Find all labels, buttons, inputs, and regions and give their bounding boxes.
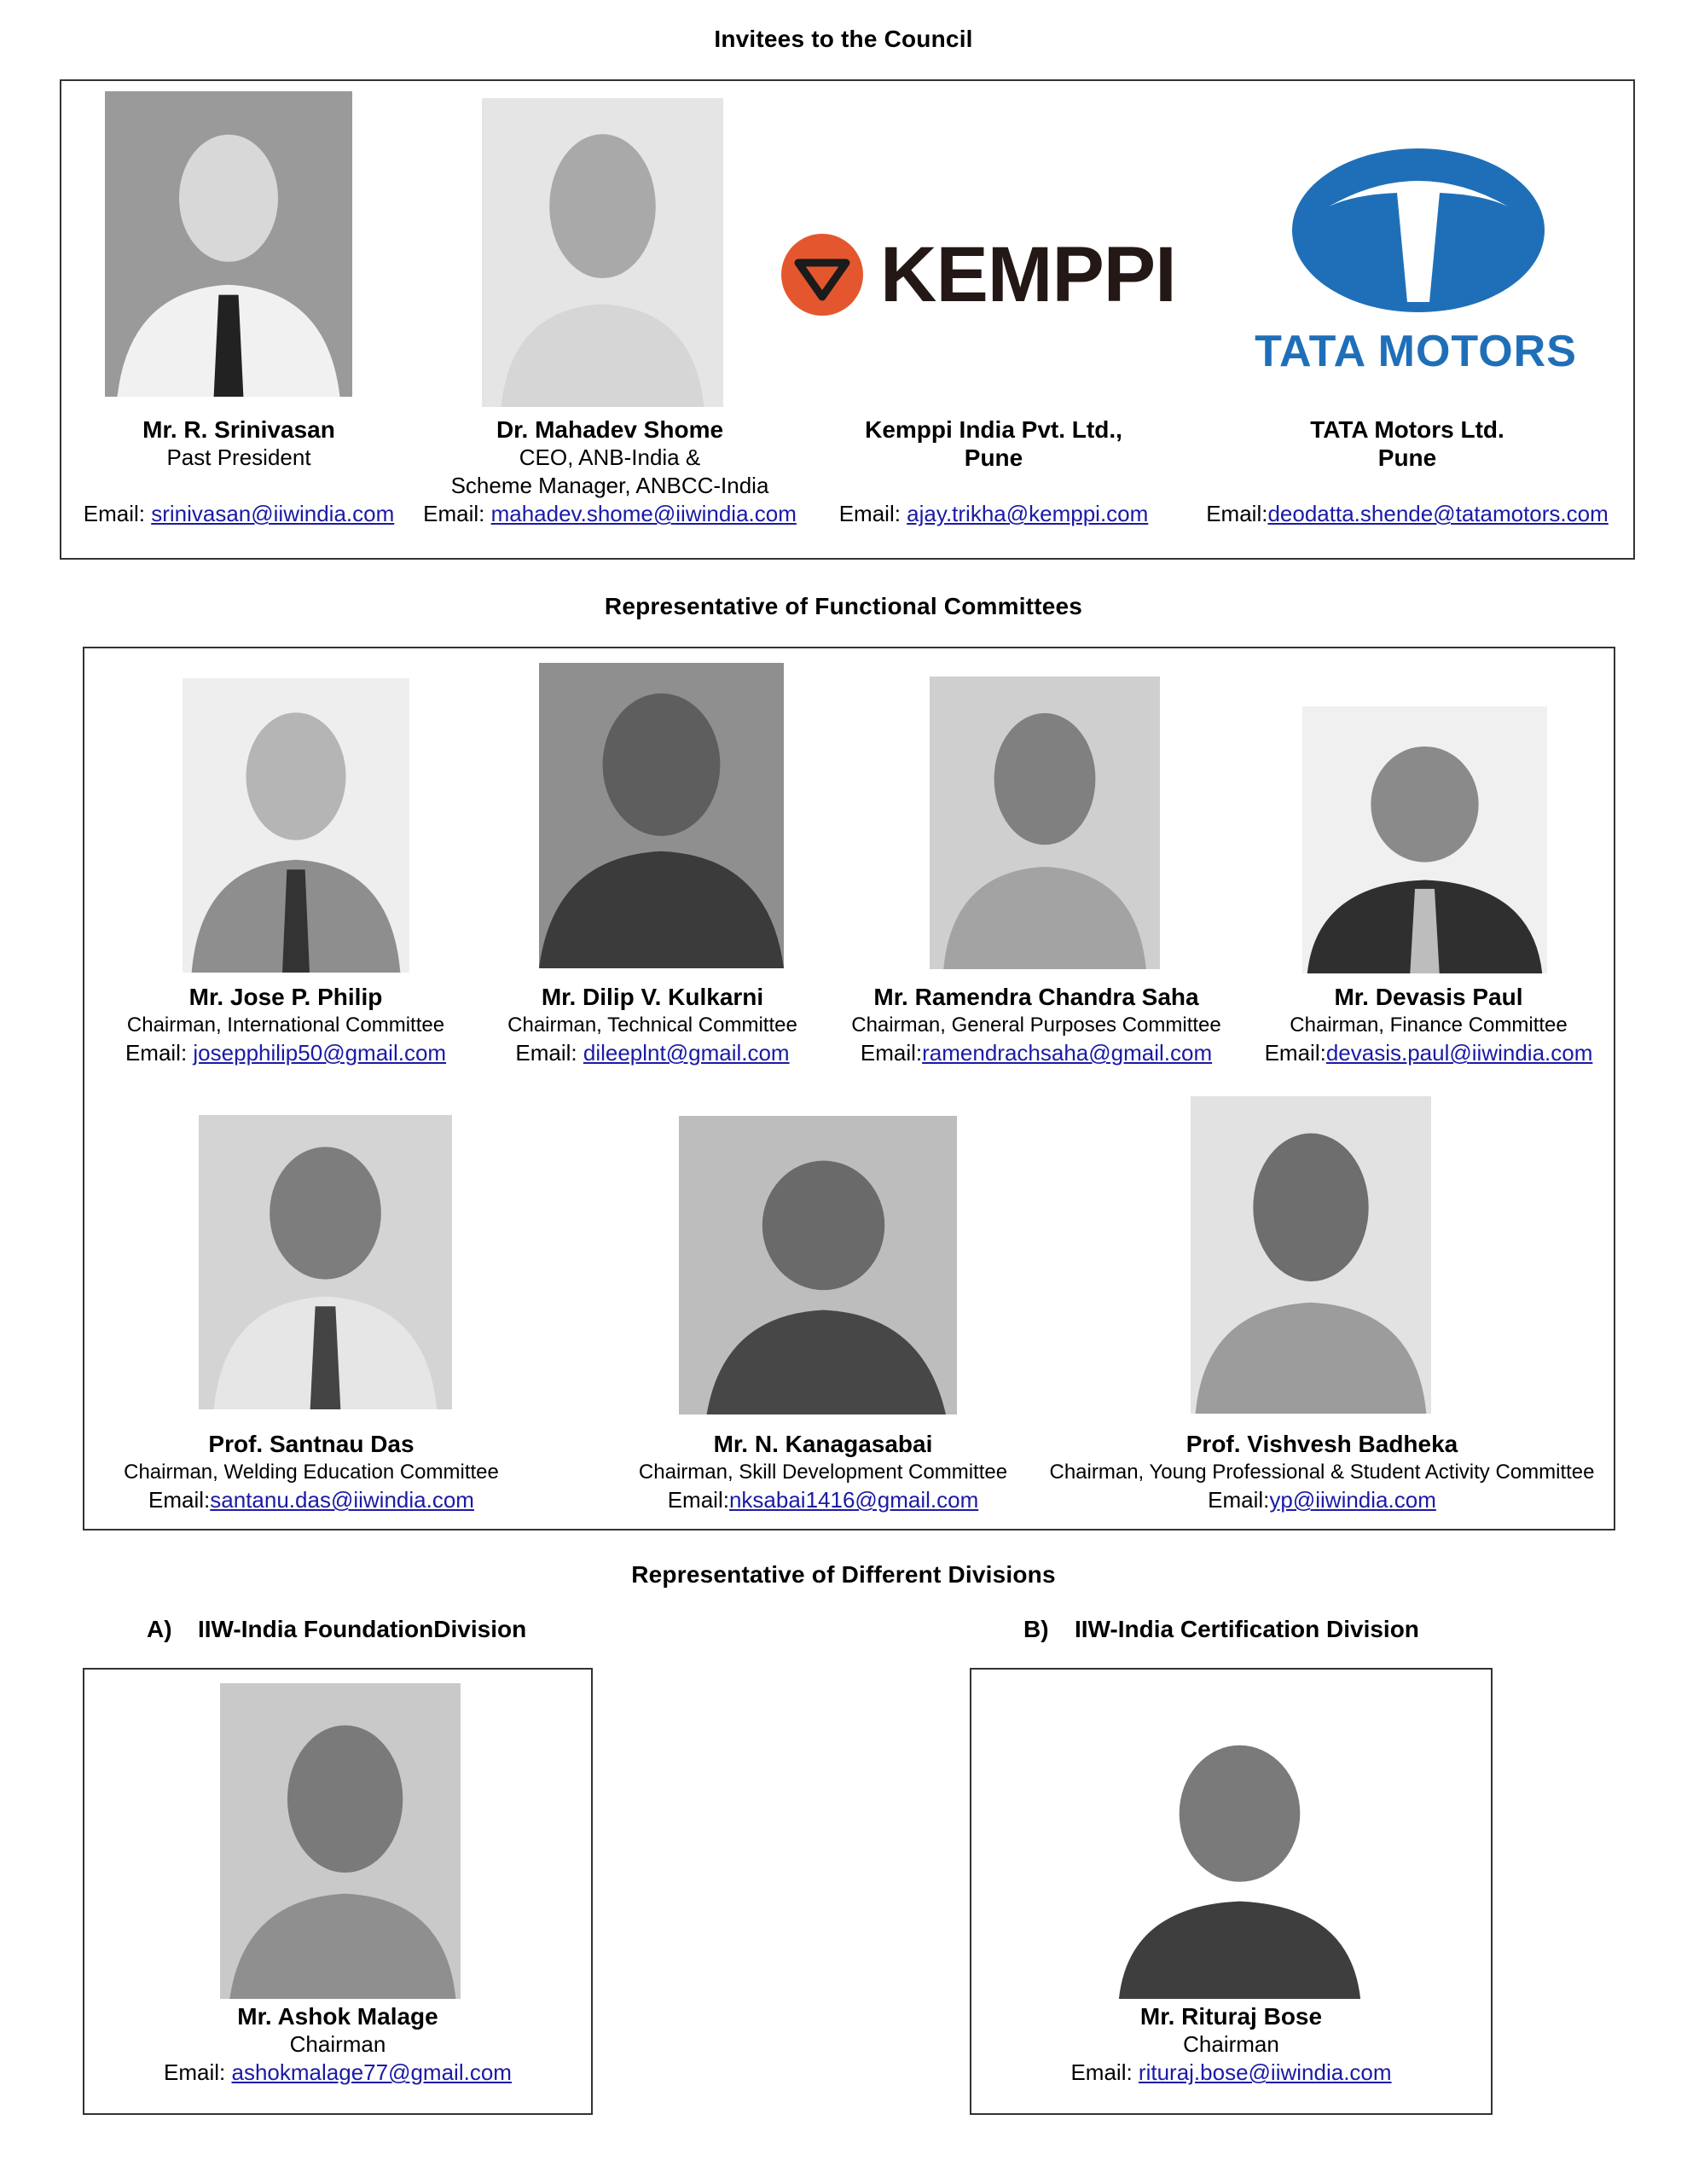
division-a-heading: A) IIW-India FoundationDivision (147, 1616, 527, 1642)
person-role: Chairman, Finance Committee (1290, 1014, 1568, 1037)
company-city: Pune (1377, 444, 1437, 471)
tata-motors-logo-text: TATA MOTORS (1255, 327, 1577, 376)
person-role: Chairman, Welding Education Committee (124, 1461, 499, 1484)
email-link[interactable]: rituraj.bose@iiwindia.com (1138, 2059, 1392, 2085)
email-link[interactable]: srinivasan@iiwindia.com (151, 501, 395, 526)
person-role: Chairman, International Committee (126, 1014, 445, 1037)
email-line: Email:yp@iiwindia.com (1208, 1487, 1436, 1513)
person-role: Chairman (1183, 2031, 1279, 2057)
portrait-photo (183, 678, 409, 973)
invitee-card (1186, 415, 1629, 528)
portrait-photo (679, 1116, 957, 1414)
email-line: Email: mahadev.shome@iiwindia.com (423, 501, 797, 526)
portrait-photo (1191, 1096, 1431, 1414)
invitee-card (64, 415, 414, 528)
person-name: Dr. Mahadev Shome (496, 416, 724, 443)
person-role: Chairman, Skill Development Committee (638, 1461, 1008, 1484)
invitees-title: Invitees to the Council (714, 26, 973, 52)
person-name: Mr. Jose P. Philip (188, 984, 383, 1010)
division-card (972, 2002, 1490, 2087)
email-link[interactable]: josepphilip50@gmail.com (193, 1040, 447, 1066)
portrait-photo (105, 91, 352, 397)
email-line: Email:ramendrachsaha@gmail.com (860, 1040, 1213, 1066)
portrait-photo (1114, 1706, 1365, 1999)
company-city: Pune (964, 444, 1023, 471)
email-link[interactable]: devasis.paul@iiwindia.com (1325, 1040, 1593, 1066)
portrait-photo (1302, 706, 1547, 973)
email-link[interactable]: ramendrachsaha@gmail.com (922, 1040, 1213, 1066)
committee-card (819, 983, 1254, 1066)
committee-card (623, 1430, 1023, 1513)
company-name: TATA Motors Ltd. (1310, 416, 1504, 443)
email-link[interactable]: nksabai1416@gmail.com (728, 1487, 979, 1513)
person-role: CEO, ANB-India & (519, 444, 701, 470)
divisions-title: Representative of Different Divisions (631, 1561, 1056, 1588)
person-name: Mr. Dilip V. Kulkarni (541, 984, 764, 1010)
person-role: Chairman, Young Professional & Student Activity Committee (1049, 1461, 1595, 1484)
email-line: Email: ajay.trikha@kemppi.com (838, 501, 1149, 526)
committee-card (102, 1430, 520, 1513)
invitee-card (815, 415, 1173, 528)
functional-committees-title: Representative of Functional Committees (604, 593, 1083, 619)
email-link[interactable]: deodatta.shende@tatamotors.com (1267, 501, 1609, 526)
email-link[interactable]: ashokmalage77@gmail.com (231, 2059, 512, 2085)
company-name: Kemppi India Pvt. Ltd., (865, 416, 1122, 443)
committee-card (111, 983, 461, 1066)
kemppi-logo-text: KEMPPI (880, 231, 1176, 318)
kemppi-logo (780, 231, 1176, 318)
division-b-heading: B) IIW-India Certification Division (1023, 1616, 1419, 1642)
portrait-photo (220, 1683, 461, 1999)
person-name: Prof. Santnau Das (208, 1431, 415, 1457)
email-line: Email: dileeplnt@gmail.com (515, 1040, 790, 1066)
email-line: Email: ashokmalage77@gmail.com (164, 2059, 512, 2085)
person-name: Mr. Ashok Malage (237, 2003, 438, 2030)
portrait-photo (930, 677, 1160, 969)
email-link[interactable]: santanu.das@iiwindia.com (210, 1487, 474, 1513)
division-card (85, 2002, 590, 2087)
email-line: Email: rituraj.bose@iiwindia.com (1070, 2059, 1392, 2085)
person-role-line2: Scheme Manager, ANBCC-India (450, 473, 769, 498)
person-name: Prof. Vishvesh Badheka (1186, 1431, 1458, 1457)
person-name: Mr. Rituraj Bose (1139, 2003, 1323, 2030)
person-name: Mr. R. Srinivasan (142, 416, 335, 443)
person-role: Chairman (289, 2031, 386, 2057)
person-role: Chairman, Technical Committee (507, 1014, 797, 1037)
committee-card (1249, 983, 1608, 1066)
email-line: Email: srinivasan@iiwindia.com (83, 501, 395, 526)
email-line: Email: josepphilip50@gmail.com (125, 1040, 447, 1066)
portrait-photo (199, 1115, 452, 1409)
portrait-photo (482, 98, 723, 407)
person-name: Mr. Ramendra Chandra Saha (873, 984, 1199, 1010)
email-link[interactable]: yp@iiwindia.com (1269, 1487, 1436, 1513)
committee-card (1036, 1430, 1608, 1513)
tata-motors-logo (1254, 145, 1578, 375)
committee-card (478, 983, 827, 1066)
email-link[interactable]: ajay.trikha@kemppi.com (907, 501, 1149, 526)
email-line: Email:nksabai1416@gmail.com (667, 1487, 979, 1513)
person-name: Mr. Devasis Paul (1334, 984, 1523, 1010)
portrait-photo (539, 663, 784, 968)
invitee-card (409, 415, 810, 528)
email-link[interactable]: dileeplnt@gmail.com (583, 1040, 790, 1066)
email-link[interactable]: mahadev.shome@iiwindia.com (490, 501, 797, 526)
email-line: Email:deodatta.shende@tatamotors.com (1206, 501, 1609, 526)
person-role: Past President (166, 444, 311, 470)
email-line: Email:devasis.paul@iiwindia.com (1264, 1040, 1593, 1066)
person-role: Chairman, General Purposes Committee (851, 1014, 1221, 1037)
person-name: Mr. N. Kanagasabai (713, 1431, 933, 1457)
email-line: Email:santanu.das@iiwindia.com (148, 1487, 474, 1513)
